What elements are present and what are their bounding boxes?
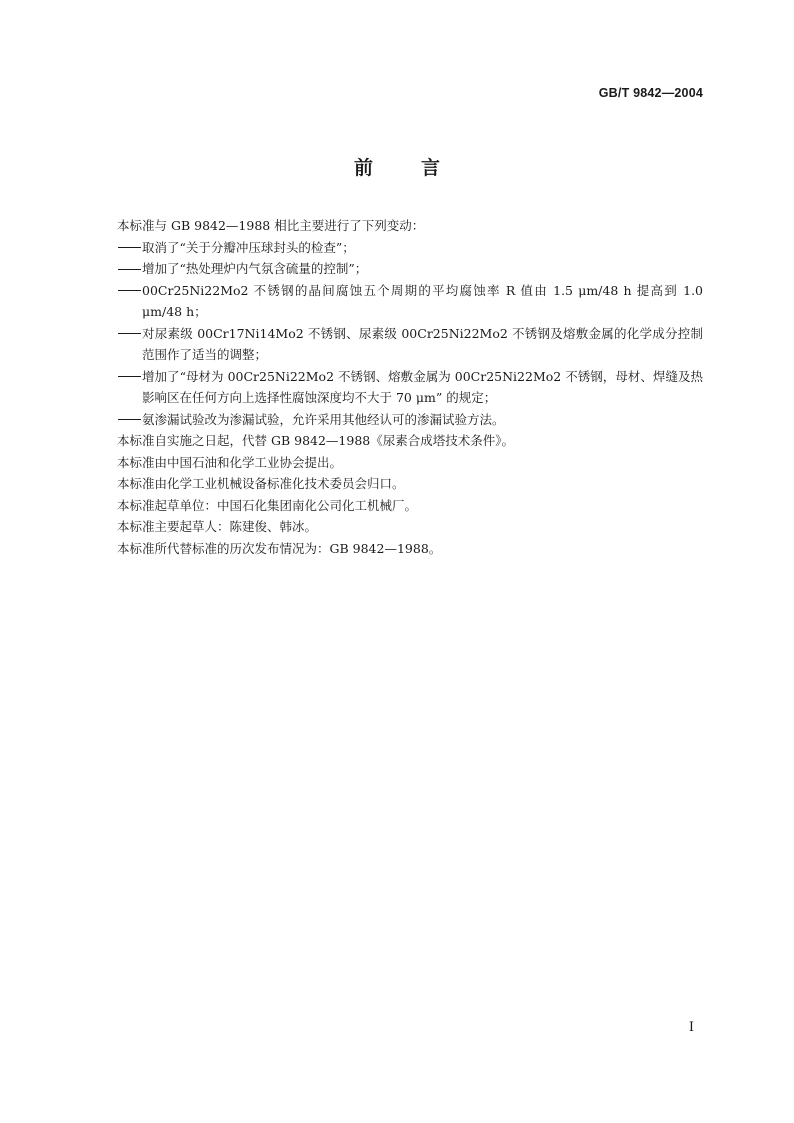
standard-number: GB/T 9842—2004 — [598, 86, 703, 100]
dash-bullet — [117, 258, 142, 280]
change-item — [117, 409, 703, 431]
dash-bullet — [117, 409, 142, 431]
change-item — [117, 366, 703, 409]
change-item — [117, 237, 703, 259]
change-item-text: 氨渗漏试验改为渗漏试验，允许采用其他经认可的渗漏试验方法。 — [142, 411, 505, 427]
dash-bullet — [117, 323, 142, 345]
dash-bullet — [117, 280, 142, 302]
change-item-text: 00Cr25Ni22Mo2 不锈钢的晶间腐蚀五个周期的平均腐蚀率 R 值由 1.5 μm/48 h 提高到 1.0 μm/48 h； — [142, 282, 703, 319]
foreword-body — [117, 215, 703, 559]
change-item-text: 增加了“母材为 00Cr25Ni22Mo2 不锈钢、熔敷金属为 00Cr25Ni22Mo2 不锈钢，母材、焊缝及热影响区在任何方向上选择性腐蚀深度均不大于 70 μm” 的规定； — [142, 368, 703, 405]
dash-bullet — [117, 366, 142, 388]
statement-paragraph: 本标准由化学工业机械设备标准化技术委员会归口。 — [117, 476, 405, 491]
change-item — [117, 258, 703, 280]
change-item-text: 对尿素级 00Cr17Ni14Mo2 不锈钢、尿素级 00Cr25Ni22Mo2 不锈钢及熔敷金属的化学成分控制范围作了适当的调整； — [142, 325, 703, 362]
intro-paragraph: 本标准与 GB 9842—1988 相比主要进行了下列变动： — [117, 218, 425, 233]
statement-paragraph: 本标准起草单位：中国石化集团南化公司化工机械厂。 — [117, 497, 418, 513]
change-item — [117, 323, 703, 366]
dash-bullet — [117, 237, 142, 259]
page-number: I — [688, 1020, 694, 1035]
statement-paragraph: 本标准所代替标准的历次发布情况为：GB 9842—1988。 — [117, 540, 442, 556]
statement-paragraph: 本标准自实施之日起，代替 GB 9842—1988《尿素合成塔技术条件》。 — [117, 433, 514, 448]
page-title — [0, 153, 794, 180]
change-item-text: 取消了“关于分瓣冲压球封头的检查”； — [142, 239, 355, 255]
page-title-char-2: 言 — [421, 157, 441, 179]
change-item-text: 增加了“热处理炉内气氛含硫量的控制”； — [142, 261, 368, 276]
statement-paragraph: 本标准主要起草人：陈建俊、韩冰。 — [117, 519, 318, 534]
statement-paragraph: 本标准由中国石油和化学工业协会提出。 — [117, 454, 343, 470]
change-item — [117, 280, 703, 323]
page-title-char-1: 前 — [353, 157, 373, 179]
